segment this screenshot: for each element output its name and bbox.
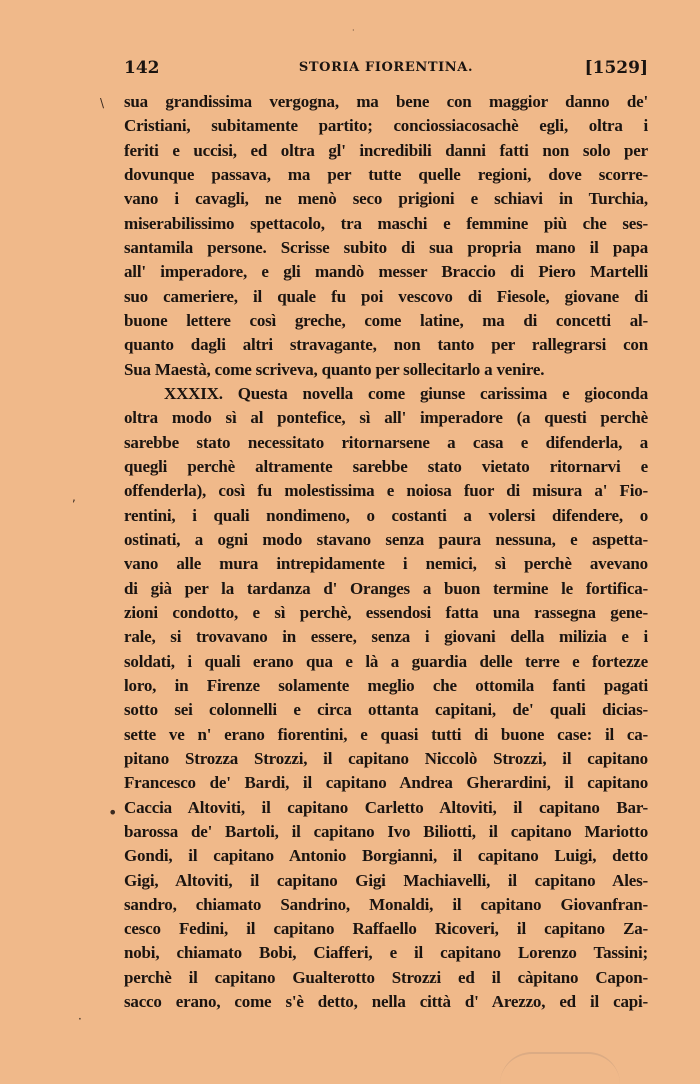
- text-line: buone lettere così greche, come latine, ma di concetti al-: [124, 310, 648, 330]
- header-year: [1529]: [584, 58, 648, 78]
- text-line: feriti e uccisi, ed oltra gl' incredibili danni fatti non solo per: [124, 140, 648, 160]
- text-line: di già per la tardanza d' Oranges a buon termine le fortifica-: [124, 578, 648, 598]
- text-line: all' imperadore, e gli mandò messer Braccio di Piero Martelli: [124, 262, 648, 282]
- text-line: dovunque passava, ma per tutte quelle regioni, dove scorre-: [124, 164, 648, 184]
- text-line: vano alle mura intrepidamente i nemici, sì perchè avevano: [124, 554, 648, 574]
- text-line: Sua Maestà, come scriveva, quanto per sollecitarlo a venire.: [124, 359, 545, 379]
- running-title: STORIA FIORENTINA.: [298, 60, 474, 75]
- margin-mark: ·: [78, 1012, 82, 1026]
- text-line: quegli perchè altramente sarebbe stato vietato ritornarvi e: [124, 456, 648, 476]
- margin-mark: \: [100, 96, 105, 110]
- text-line: barossa de' Bartoli, il capitano Ivo Biliotti, il capitano Mariotto: [124, 821, 648, 841]
- text-line: nobi, chiamato Bobi, Ciafferi, e il capitano Lorenzo Tassini;: [124, 943, 648, 963]
- text-line: Gondi, il capitano Antonio Borgianni, il capitano Luigi, detto: [124, 846, 648, 866]
- text-line: sandro, chiamato Sandrino, Monaldi, il capitano Giovanfran-: [124, 894, 648, 914]
- text-line: Cristiani, subitamente partito; conciossiacosachè egli, oltra i: [124, 116, 648, 136]
- text-line: cesco Fedini, il capitano Raffaello Ricoveri, il capitano Za-: [124, 919, 648, 939]
- text-line: offenderla), così fu molestissima e noiosa fuor di misura a' Fio-: [124, 481, 648, 501]
- text-line: miserabilissimo spettacolo, tra maschi e femmine più che ses-: [124, 213, 648, 233]
- watermark-arc: [500, 1052, 620, 1084]
- text-line: Gigi, Altoviti, il capitano Gigi Machiavelli, il capitano Ales-: [124, 870, 648, 890]
- text-line: santamila persone. Scrisse subito di sua propria mano il papa: [124, 237, 648, 257]
- text-line: sarebbe stato necessitato ritornarsene a casa e difenderla, a: [124, 432, 648, 452]
- margin-mark: •: [108, 803, 118, 822]
- text-line: Caccia Altoviti, il capitano Carletto Altoviti, il capitano Bar-: [124, 797, 648, 817]
- text-line: perchè il capitano Gualterotto Strozzi ed il càpitano Capon-: [124, 967, 648, 987]
- text-line: quanto dagli altri stravagante, non tanto per rallegrarsi con: [124, 335, 648, 355]
- text-line: sotto sei colonnelli e circa ottanta capitani, de' quali dicias-: [124, 700, 648, 720]
- text-line: loro, in Firenze solamente meglio che ottomila fanti pagati: [124, 675, 648, 695]
- text-line: soldati, i quali erano qua e là a guardia delle terre e fortezze: [124, 651, 648, 671]
- text-line: sacco erano, come s'è detto, nella città d' Arezzo, ed il capi-: [124, 992, 648, 1012]
- body-text: [124, 90, 648, 1014]
- text-line: sette ve n' erano fiorentini, e quasi tutti di buone case: il ca-: [124, 724, 648, 744]
- text-line: oltra modo sì al pontefice, sì all' imperadore (a questi perchè: [124, 408, 648, 428]
- text-line: XXXIX. Questa novella come giunse carissima e gioconda: [164, 383, 648, 403]
- text-line: pitano Strozza Strozzi, il capitano Niccolò Strozzi, il capitano: [124, 748, 648, 768]
- text-line: rale, si trovavano in essere, senza i giovani della milizia e i: [124, 627, 648, 647]
- text-line: zioni condotto, e sì perchè, essendosi fatta una rassegna gene-: [124, 602, 648, 622]
- text-line: rentini, i quali nondimeno, o costanti a volersi difendere, o: [124, 505, 648, 525]
- text-line: ostinati, a ogni modo stavano senza paura nessuna, e aspetta-: [124, 529, 648, 549]
- margin-dot: ·: [352, 26, 355, 35]
- text-line: vano i cavagli, ne menò seco prigioni e schiavi in Turchia,: [124, 189, 648, 209]
- text-line: sua grandissima vergogna, ma bene con maggior danno de': [124, 92, 648, 111]
- margin-mark: ,: [72, 490, 76, 504]
- text-line: Francesco de' Bardi, il capitano Andrea Gherardini, il capitano: [124, 773, 648, 793]
- text-line: suo cameriere, il quale fu poi vescovo di Fiesole, giovane di: [124, 286, 648, 306]
- page-number: 142: [124, 58, 160, 78]
- running-header: [124, 58, 648, 84]
